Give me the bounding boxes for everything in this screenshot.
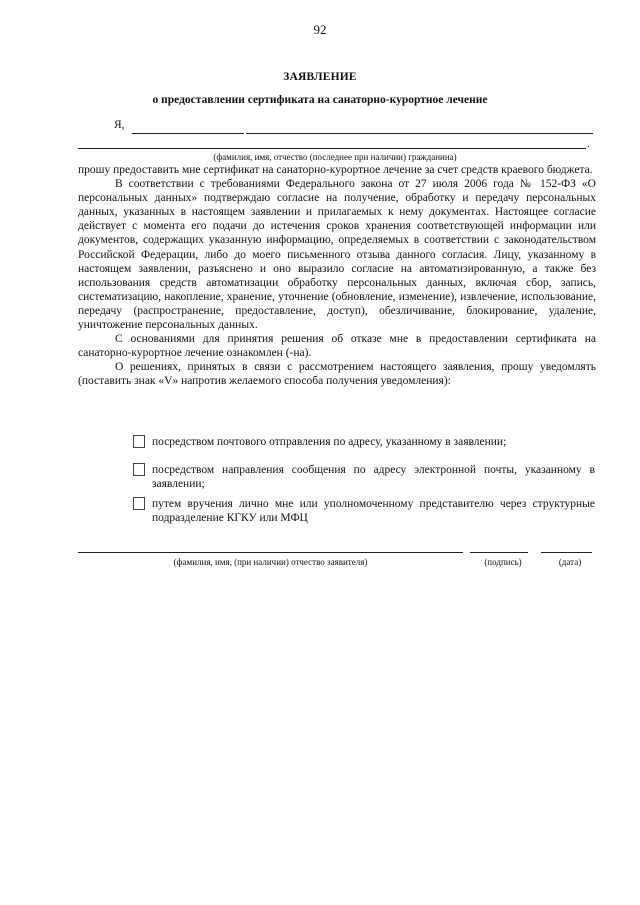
option-email <box>133 463 595 497</box>
checkbox-in-person[interactable] <box>133 497 145 510</box>
document-subtitle: о предоставлении сертификата на санаторно-курортное лечение <box>152 94 488 106</box>
applicant-name-caption: (фамилия, имя, (при наличии) отчество заявителя) <box>173 557 368 567</box>
signature-caption: (подпись) <box>484 557 522 567</box>
applicant-name-line-second[interactable] <box>78 148 586 149</box>
fio-caption: (фамилия, имя, отчество (последнее при наличии) гражданина) <box>213 152 457 162</box>
applicant-name-line-short[interactable] <box>132 133 244 134</box>
applicant-prefix: Я, <box>114 119 125 131</box>
notification-paragraph: О решениях, принятых в связи с рассмотрением настоящего заявления, прошу уведомлять (поставить знак «V» напротив желаемого способа получения уведомления): <box>78 361 596 388</box>
option-in-person-label: путем вручения лично мне или уполномоченному представителю через структурные подразделение КГКУ или МФЦ <box>152 498 595 525</box>
signature-line[interactable] <box>470 552 528 553</box>
request-paragraph: прошу предоставить мне сертификат на санаторно-курортное лечение за счет средств краевого бюджета. <box>78 164 593 176</box>
date-line[interactable] <box>541 552 592 553</box>
statement-body <box>78 163 596 389</box>
page-number: 92 <box>313 22 327 37</box>
line-end-period: . <box>587 138 590 150</box>
consent-paragraph: В соответствии с требованиями Федерального закона от 27 июля 2006 года № 152-ФЗ «О персональных данных» подтверждаю согласие на получение, обработку и передачу персональных данных, указанных в настоящем заявлении и прилагаемых к нему документах. Настоящее согласие действует с момента его подачи до истечения сроков хранения соответствующей информации или документов, содержащих указанную информацию, определяемых в соответствии с законодательством Российской Федерации, либо до моего письменного отзыва данного согласия. Лицу, указанному в настоящем заявлении, разъяснено и оно выразило согласие на автоматизированную, а также без использования средств автоматизации обработку персональных данных, включая сбор, запись, систематизацию, накопление, хранение, уточнение (обновление, изменение), извлечение, использование, передачу (распространение, предоставление, доступ), обезличивание, блокирование, удаление, уничтожение персональных данных. <box>78 178 596 332</box>
option-postal-label: посредством почтового отправления по адресу, указанному в заявлении; <box>152 436 507 448</box>
option-postal <box>133 435 595 463</box>
applicant-name-line-long[interactable] <box>246 133 593 134</box>
option-email-label: посредством направления сообщения по адресу электронной почты, указанному в заявлении; <box>152 464 595 491</box>
checkbox-postal[interactable] <box>133 435 145 448</box>
date-caption: (дата) <box>558 557 582 567</box>
option-in-person <box>133 497 595 525</box>
applicant-name-signature-line[interactable] <box>78 552 463 553</box>
document-title: ЗАЯВЛЕНИЕ <box>283 71 357 83</box>
checkbox-email[interactable] <box>133 463 145 476</box>
refusal-grounds-paragraph: С основаниями для принятия решения об отказе мне в предоставлении сертификата на санаторно-курортное лечение ознакомлен (-на). <box>78 333 596 360</box>
notification-options <box>133 435 595 525</box>
